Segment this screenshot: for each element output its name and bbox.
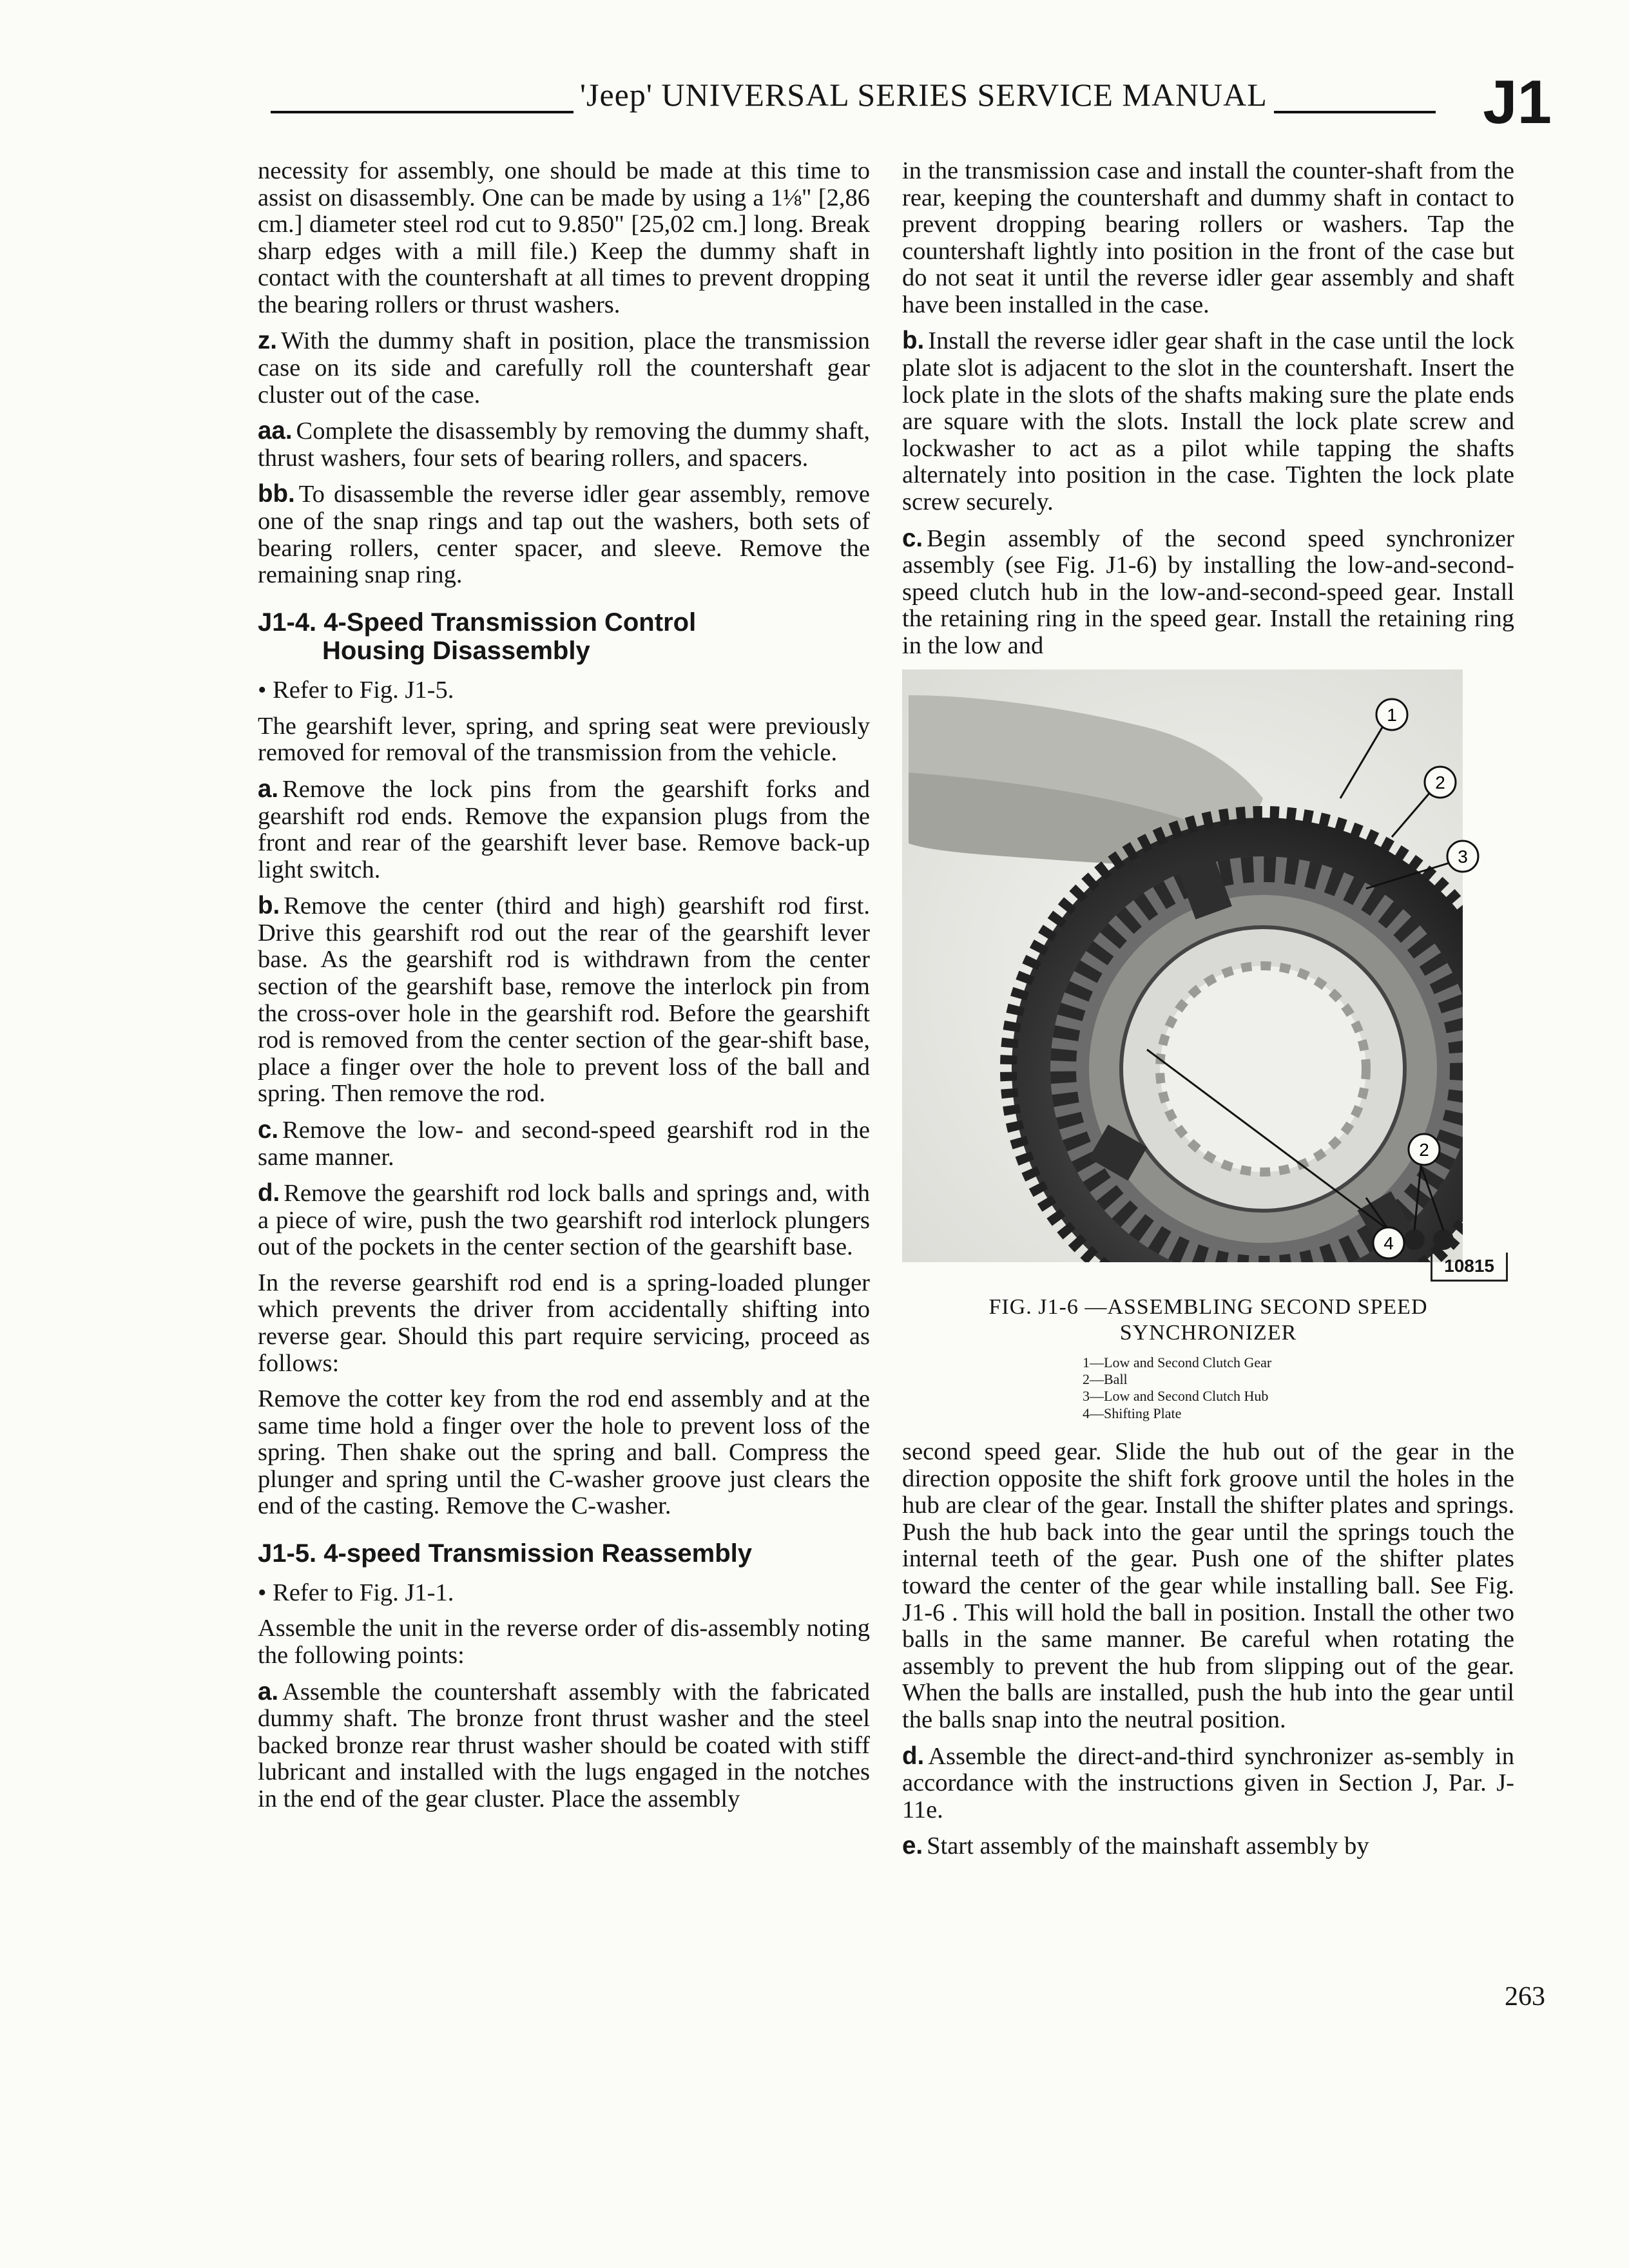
ball xyxy=(1433,1229,1454,1250)
step-label: b. xyxy=(258,892,280,920)
figure-legend xyxy=(902,1354,1514,1423)
step-text: Assemble the direct-and-third synchronizer as-sembly in accordance with the instructions given in Section J, Par. J-11e. xyxy=(902,1742,1514,1823)
legend-item: 2—Ball xyxy=(1083,1370,1128,1387)
paragraph: second speed gear. Slide the hub out of the gear in the direction opposite the shift fork groove until the holes in the hub are clear of the gear. Install the shifter plates and springs. Push the hub back into the gear until the springs touch the internal teeth of the gear. Push one of the shifter plates toward the center of the gear while installing ball. See Fig. J1-6 . This will hold the ball in position. Install the other two balls in the same manner. Be careful when rotating the assembly to prevent the hub from slipping out of the gear. When the balls are installed, push the hub into the gear until the balls snap into the neutral position. xyxy=(902,1438,1514,1733)
step-e xyxy=(902,1832,1514,1860)
ball xyxy=(1404,1229,1425,1250)
step-c xyxy=(258,1117,870,1171)
step-text: Install the reverse idler gear shaft in the case until the lock plate slot is adjacent to the slot in the countershaft. Insert the lock plate in the slots of the shafts making sure the plate ends are square with the slots. Install the lock plate screw and lockwasher to act as a pilot while tapping the shafts alternately into position in the case. Tighten the lock plate screw securely. xyxy=(902,327,1514,515)
step-label: e. xyxy=(902,1832,923,1860)
callout-label: 4 xyxy=(1383,1233,1394,1254)
step-label: d. xyxy=(258,1179,280,1207)
paragraph: The gearshift lever, spring, and spring seat were previously removed for removal of the transmission from the vehicle. xyxy=(258,712,870,767)
step-label: aa. xyxy=(258,417,293,445)
step-text: Complete the disassembly by removing the dummy shaft, thrust washers, four sets of bearing rollers, and spacers. xyxy=(258,418,870,472)
step-label: z. xyxy=(258,327,277,355)
caption-line: FIG. J1-6 —ASSEMBLING SECOND SPEED xyxy=(988,1295,1428,1320)
left-column xyxy=(258,158,870,1821)
step-text: Remove the low- and second-speed gearshift rod in the same manner. xyxy=(258,1116,870,1171)
figure-reference: • Refer to Fig. J1-1. xyxy=(258,1579,454,1606)
caption-line: SYNCHRONIZER xyxy=(1119,1320,1297,1345)
step-text: Start assembly of the mainshaft assembly by xyxy=(927,1832,1369,1860)
step-label: b. xyxy=(902,327,925,355)
section-heading-j1-4 xyxy=(258,608,870,666)
step-b xyxy=(258,892,870,1108)
step-a xyxy=(258,776,870,883)
step-text: Begin assembly of the second speed synchronizer assembly (see Fig. J1-6) by installing the low-and-second-speed clutch hub in the low-and-second-speed gear. Install the retaining ring in the speed gear. Install the retaining ring in the low and xyxy=(902,524,1514,659)
legend-item: 3—Low and Second Clutch Hub xyxy=(1083,1388,1269,1405)
step-text: Remove the gearshift rod lock balls and springs and, with a piece of wire, push the two gearshift rod interlock plungers out of the pockets in the center section of the gearshift base. xyxy=(258,1180,870,1261)
step-text: Remove the center (third and high) gearshift rod first. Drive this gearshift rod out the rear of the gearshift lever base. As the gearshift rod is withdrawn from the center section of the gearshift base, remove the interlock pin from the cross-over hole in the gearshift rod. Before the gearshift rod is removed from the center section of the gear-shift base, place a finger over the hole to prevent loss of the ball and spring. Then remove the rod. xyxy=(258,892,870,1108)
callout-label: 1 xyxy=(1387,705,1397,726)
figure-reference: • Refer to Fig. J1-5. xyxy=(258,677,454,704)
callout-label: 3 xyxy=(1458,847,1468,867)
right-column xyxy=(902,158,1514,1869)
step-label: c. xyxy=(902,524,923,552)
figure-number: 10815 xyxy=(1431,1253,1508,1282)
paragraph: Assemble the unit in the reverse order of dis-assembly noting the following points: xyxy=(258,1615,870,1669)
section-heading-line: Housing Disassembly xyxy=(322,637,590,666)
section-heading-j1-5: J1-5. 4-speed Transmission Reassembly xyxy=(258,1539,753,1568)
step-label: a. xyxy=(258,1677,279,1706)
step-a xyxy=(258,1678,870,1813)
step-label: bb. xyxy=(258,480,295,508)
legend-item: 4—Shifting Plate xyxy=(1083,1405,1182,1421)
paragraph-intro: necessity for assembly, one should be made at this time to assist on disassembly. One can be made by using a 1⅛" [2,86 cm.] diameter steel rod cut to 9.850" [25,02 cm.] long. Break sharp edges with a mill file.) Keep the dummy shaft in contact with the countershaft at all times to prevent dropping the bearing rollers or thrust washers. xyxy=(258,157,870,318)
callout-label: 2 xyxy=(1419,1140,1429,1160)
step-text: With the dummy shaft in position, place the transmission case on its side and carefully roll the countershaft gear cluster out of the case. xyxy=(258,327,870,408)
figure-caption xyxy=(902,1294,1514,1345)
section-code: J1 xyxy=(1483,68,1552,137)
step-c xyxy=(902,525,1514,660)
step-d xyxy=(902,1743,1514,1824)
step-bb xyxy=(258,481,870,588)
step-text: Assemble the countershaft assembly with the fabricated dummy shaft. The bronze front thrust washer and the steel backed bronze rear thrust washer should be coated with stiff lubricant and installed with the lugs engaged in the notches in the end of the gear cluster. Place the assembly xyxy=(258,1678,870,1812)
step-aa xyxy=(258,418,870,472)
synchronizer-illustration xyxy=(902,669,1514,1288)
step-text: Remove the lock pins from the gearshift forks and gearshift rod ends. Remove the expansion plugs from the front and rear of the gearshift lever base. Remove back-up light switch. xyxy=(258,776,870,883)
section-heading-line: J1-4. 4-Speed Transmission Control xyxy=(258,608,697,637)
header-title: 'Jeep' UNIVERSAL SERIES SERVICE MANUAL xyxy=(574,76,1274,113)
page-header xyxy=(271,68,1552,137)
step-label: a. xyxy=(258,775,279,803)
step-label: c. xyxy=(258,1115,279,1144)
page-number: 263 xyxy=(1505,1982,1545,2012)
step-label: d. xyxy=(902,1742,925,1770)
paragraph: In the reverse gearshift rod end is a spring-loaded plunger which prevents the driver from accidentally shifting into reverse gear. Should this part require servicing, proceed as follows: xyxy=(258,1269,870,1377)
figure-synchronizer-photo xyxy=(902,669,1514,1288)
step-b xyxy=(902,327,1514,515)
step-text: To disassemble the reverse idler gear assembly, remove one of the snap rings and tap out the washers, both sets of bearing rollers, center spacer, and sleeve. Remove the remaining snap ring. xyxy=(258,481,870,589)
paragraph: Remove the cotter key from the rod end assembly and at the same time hold a finger over the hole to prevent loss of the spring. Then shake out the spring and ball. Compress the plunger and spring until the C-washer groove just clears the end of the casting. Remove the C-washer. xyxy=(258,1385,870,1520)
paragraph: in the transmission case and install the counter-shaft from the rear, keeping the countershaft and dummy shaft in contact to prevent dropping bearing rollers or washers. Tap the countershaft lightly into position in the front of the case but do not seat it until the reverse idler gear assembly and shaft have been installed in the case. xyxy=(902,157,1514,318)
legend-item: 1—Low and Second Clutch Gear xyxy=(1083,1354,1272,1370)
step-d xyxy=(258,1180,870,1261)
callout-label: 2 xyxy=(1435,773,1445,793)
step-z xyxy=(258,327,870,408)
